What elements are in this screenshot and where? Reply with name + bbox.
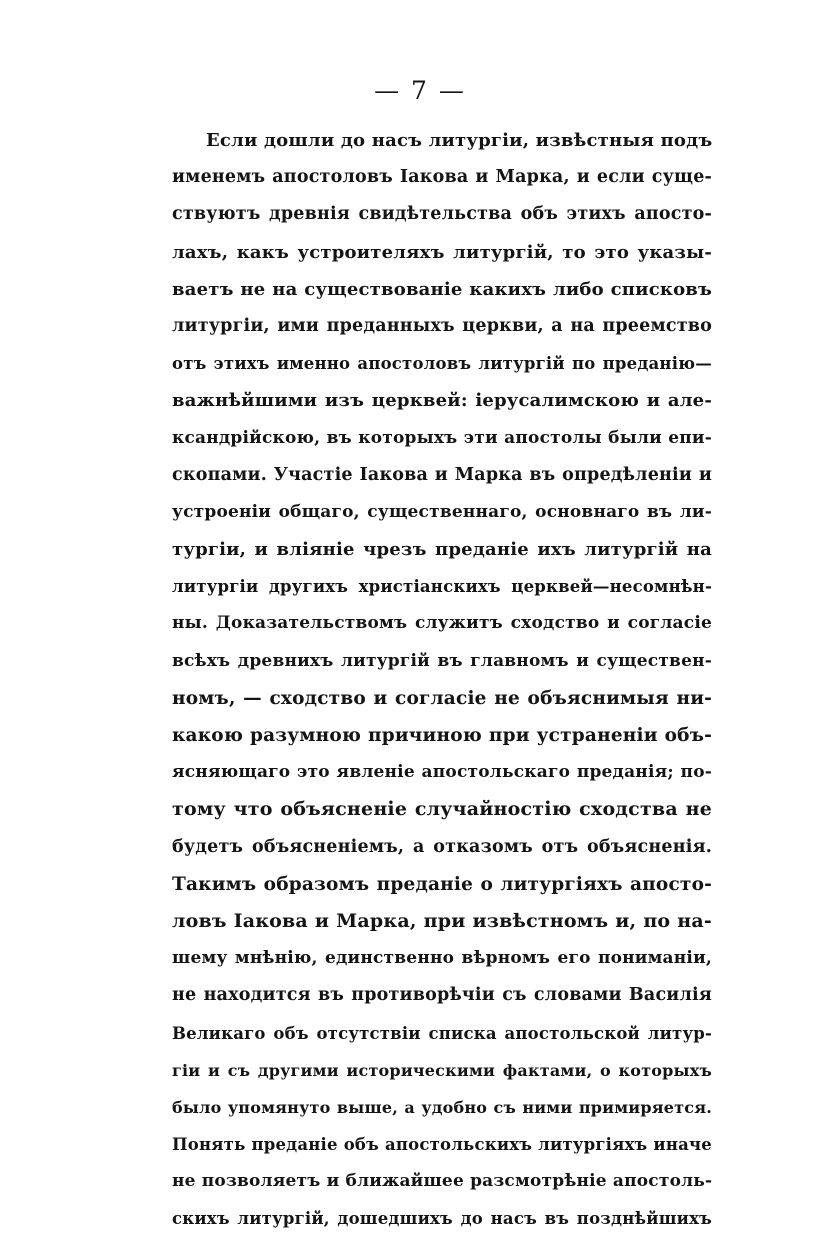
text-line: тому что объясненіе случайностію сходства не xyxy=(172,798,712,821)
text-line: важнѣйшими изъ церквей: іерусалимскою и але- xyxy=(172,390,712,412)
text-line: не находится въ противорѣчіи съ словами Василія xyxy=(172,985,712,1006)
text-line: Если дошли до насъ литургіи, извѣстныя подъ xyxy=(206,130,712,151)
text-line: литургіи другихъ христіанскихъ церквей—несомнѣн- xyxy=(172,577,712,597)
text-line: было упомянуто выше, а удобно съ ними примиряется. xyxy=(172,1097,712,1117)
text-line: какою разумною причиною при устраненіи объ- xyxy=(172,725,712,746)
text-line: ваетъ не на существованіе какихъ либо списковъ xyxy=(172,278,712,300)
text-line: гіи и съ другими историческими фактами, о которыхъ xyxy=(172,1060,712,1080)
text-line: ловъ Іакова и Марка, при извѣстномъ и, по на- xyxy=(172,909,712,932)
text-line: шему мнѣнію, единственно вѣрномъ его пониманіи, xyxy=(172,948,712,969)
body-text xyxy=(172,122,712,1238)
page-number: — 7 — xyxy=(374,76,466,105)
text-line: именемъ апостоловъ Іакова и Марка, и если суще- xyxy=(172,167,712,188)
text-line: ны. Доказательствомъ служитъ сходство и согласіе xyxy=(172,613,712,634)
text-line: не позволяетъ и ближайшее разсмотрѣніе апостоль- xyxy=(172,1171,712,1192)
text-line: Такимъ образомъ преданіе о литургіяхъ апосто- xyxy=(172,873,712,895)
text-line: номъ, — сходство и согласіе не объяснимыя ни- xyxy=(172,687,712,709)
text-line: ксандрійскою, въ которыхъ эти апостолы были епи- xyxy=(172,427,712,448)
text-line: лахъ, какъ устроителяхъ литургій, то это указы- xyxy=(172,241,712,263)
text-line: скопами. Участіе Іакова и Марка въ опредѣленіи и xyxy=(172,464,712,485)
text-line: всѣхъ древнихъ литургій въ главномъ и существен- xyxy=(172,650,712,671)
text-line: ясняющаго это явленіе апостольскаго преданія; по- xyxy=(172,762,712,783)
text-line: Великаго объ отсутствіи списка апостольской литур- xyxy=(172,1023,712,1043)
text-line: устроеніи общаго, существеннаго, основнаго въ ли- xyxy=(172,501,712,522)
text-line: скихъ литургій, дошедшихъ до насъ въ позднѣйшихъ xyxy=(172,1209,712,1229)
text-line: тургіи, и вліяніе чрезъ преданіе ихъ литургій на xyxy=(172,539,712,561)
text-line: Понять преданіе объ апостольскихъ литургіяхъ иначе xyxy=(172,1135,712,1155)
text-line: отъ этихъ именно апостоловъ литургій по преданію— xyxy=(172,354,712,374)
text-line: ствуютъ древнія свидѣтельства объ этихъ апосто- xyxy=(172,204,712,225)
text-line: будетъ объясненіемъ, а отказомъ отъ объясненія. xyxy=(172,836,712,857)
text-line: литургіи, ими преданныхъ церкви, а на преемство xyxy=(172,315,712,336)
